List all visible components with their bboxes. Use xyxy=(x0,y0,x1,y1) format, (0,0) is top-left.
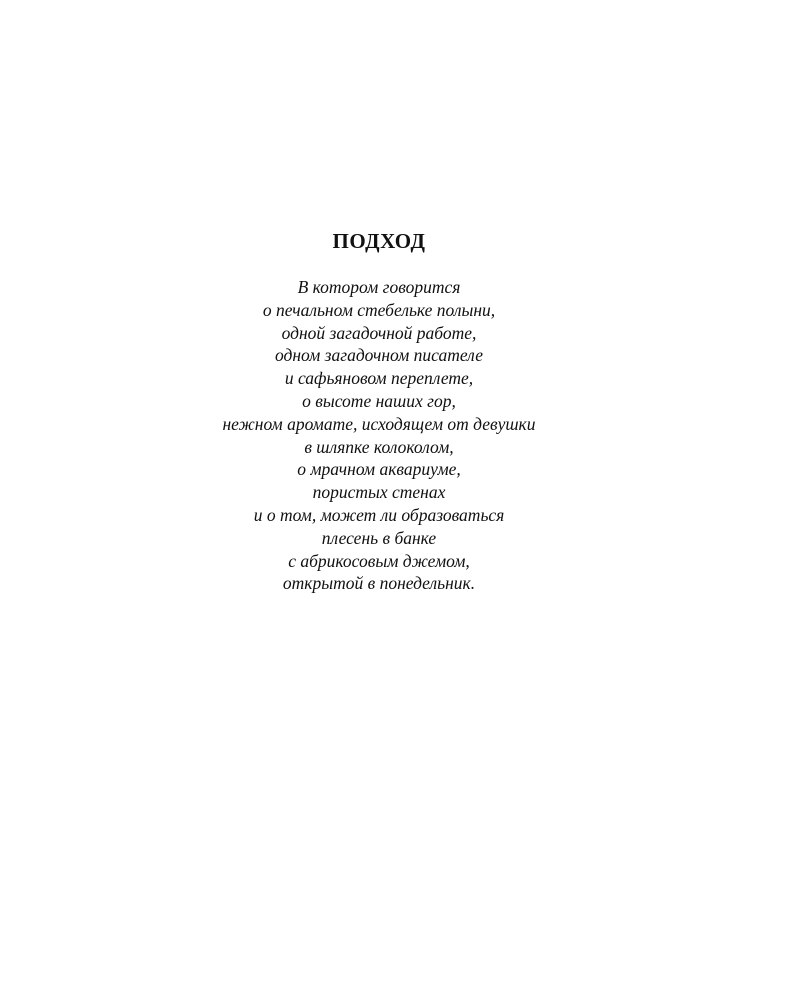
epigraph-line: плесень в банке xyxy=(321,527,437,548)
chapter-epigraph xyxy=(0,276,758,595)
chapter-title: ПОДХОД xyxy=(332,229,426,253)
epigraph-line: одном загадочном писателе xyxy=(274,345,483,366)
epigraph-line: о мрачном аквариуме, xyxy=(297,459,461,480)
epigraph-line: В котором говорится xyxy=(297,277,461,297)
epigraph-line: пористых стенах xyxy=(312,482,446,503)
epigraph-line: открытой в понедельник. xyxy=(282,573,476,594)
epigraph-line: в шляпке колоколом, xyxy=(304,436,454,457)
epigraph-line: одной загадочной работе, xyxy=(281,322,477,343)
epigraph-line: с абрикосовым джемом, xyxy=(288,550,470,571)
epigraph-line: о печальном стебельке полыни, xyxy=(262,299,496,320)
epigraph-line: и сафьяновом переплете, xyxy=(284,368,474,389)
epigraph-line: нежном аромате, исходящем от девушки xyxy=(222,413,536,434)
epigraph-line: и о том, может ли образоваться xyxy=(253,504,505,525)
epigraph-line: о высоте наших гор, xyxy=(302,390,456,411)
